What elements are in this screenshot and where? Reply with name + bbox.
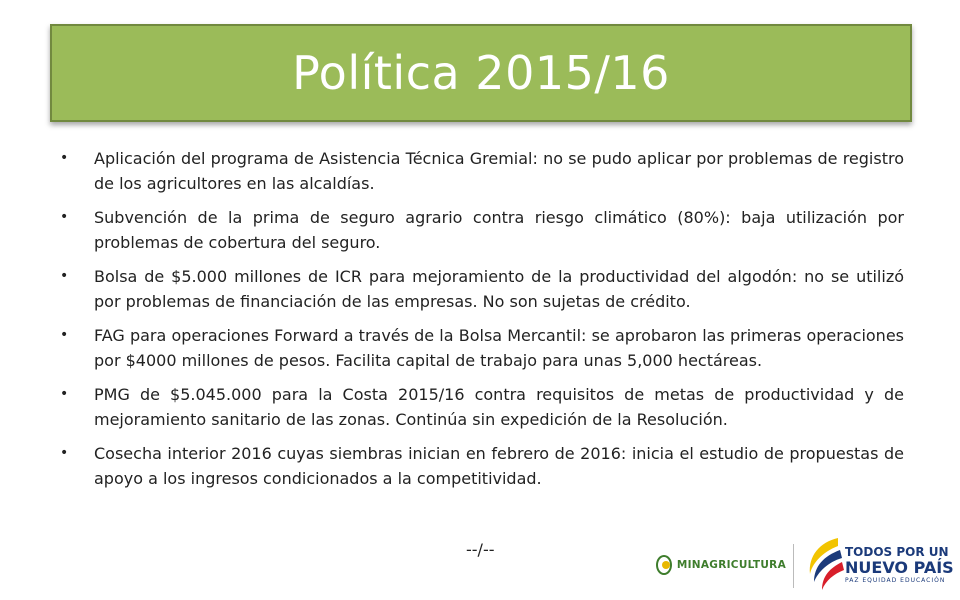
bullet-icon: • [60,209,69,225]
bullet-icon: • [60,386,69,402]
todos-por-un-nuevo-pais-swoosh-icon [802,534,844,594]
bullet-text: Aplicación del programa de Asistencia Técnica Gremial: no se pudo aplicar por problemas de registro de los agricultores en las alcaldías. [94,149,904,193]
bullet-item [60,323,904,373]
bullet-item [60,382,904,432]
bullet-icon: • [60,150,69,166]
bullet-icon: • [60,327,69,343]
bullet-item [60,146,904,196]
seal-icon [656,555,672,575]
footer-mark: --/-- [466,540,495,559]
bullet-item [60,264,904,314]
todos-por-un-nuevo-pais-logo [845,546,955,585]
logo-strip [652,532,952,596]
todos-line2: NUEVO PAÍS [845,558,954,577]
todos-line1: TODOS POR UN [845,545,949,559]
title-bar [50,24,912,122]
bullet-item [60,205,904,255]
bullet-text: Cosecha interior 2016 cuyas siembras inician en febrero de 2016: inicia el estudio de propuestas de apoyo a los ingresos condicionados a la competitividad. [94,444,904,488]
slide-title: Política 2015/16 [292,46,670,100]
bullet-item [60,441,904,491]
bullet-text: Subvención de la prima de seguro agrario contra riesgo climático (80%): baja utilización por problemas de cobertura del seguro. [94,208,904,252]
minagricultura-label: MINAGRICULTURA [676,559,786,571]
bullet-text: PMG de $5.045.000 para la Costa 2015/16 contra requisitos de metas de productividad y de mejoramiento sanitario de las zonas. Continúa sin expedición de la Resolución. [94,385,904,429]
todos-line3: PAZ EQUIDAD EDUCACIÓN [845,577,946,584]
bullet-icon: • [60,445,69,461]
bullet-text: FAG para operaciones Forward a través de la Bolsa Mercantil: se aprobaron las primeras operaciones por $4000 millones de pesos. Facilita capital de trabajo para unas 5,000 hectáreas. [94,326,904,370]
logo-divider [793,544,794,588]
minagricultura-logo [656,552,786,578]
bullet-icon: • [60,268,69,284]
bullet-text: Bolsa de $5.000 millones de ICR para mejoramiento de la productividad del algodón: no se utilizó por problemas de financiación de las empresas. No son sujetas de crédito. [94,267,904,311]
bullet-list [60,146,904,500]
